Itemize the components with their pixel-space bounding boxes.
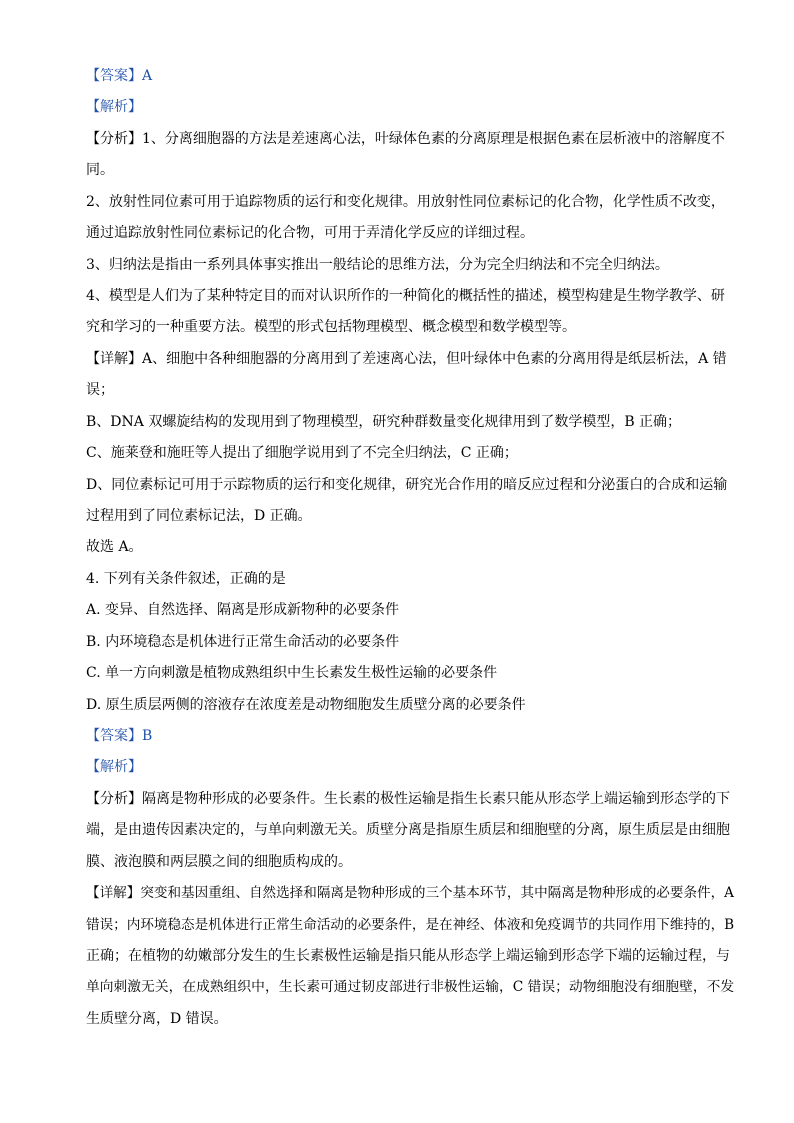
text-line: 3、归纳法是指由一系列具体事实推出一般结论的思维方法，分为完全归纳法和不完全归纳法。 — [86, 257, 669, 273]
analysis-label: 【解析】 — [86, 99, 142, 115]
text-line: 膜、液泡膜和两层膜之间的细胞质构成的。 — [86, 854, 352, 870]
text-line: 故选 A。 — [86, 539, 143, 555]
text-line: 端，是由遗传因素决定的，与单向刺激无关。质壁分离是指原生质层和细胞壁的分离，原生质层是由细胞 — [86, 822, 730, 838]
option-a: A. 变异、自然选择、隔离是形成新物种的必要条件 — [86, 602, 400, 618]
text-line: B、DNA 双螺旋结构的发现用到了物理模型，研究种群数量变化规律用到了数学模型，B 正确； — [86, 414, 682, 430]
text-line: 通过追踪放射性同位素标记的化合物，可用于弄清化学反应的详细过程。 — [86, 225, 534, 241]
text-line: 究和学习的一种重要方法。模型的形式包括物理模型、概念模型和数学模型等。 — [86, 319, 576, 335]
answer-label: 【答案】A — [86, 68, 153, 84]
text-line: D、同位素标记可用于示踪物质的运行和变化规律，研究光合作用的暗反应过程和分泌蛋白的合成和运输 — [86, 477, 728, 493]
text-line: C、施莱登和施旺等人提出了细胞学说用到了不完全归纳法，C 正确； — [86, 445, 518, 461]
text-line: 2、放射性同位素可用于追踪物质的运行和变化规律。用放射性同位素标记的化合物，化学性质不改变， — [86, 194, 725, 210]
option-d: D. 原生质层两侧的溶液存在浓度差是动物细胞发生质壁分离的必要条件 — [86, 697, 526, 713]
option-c: C. 单一方向刺激是植物成熟组织中生长素发生极性运输的必要条件 — [86, 665, 498, 681]
text-line: 4、模型是人们为了某种特定目的而对认识所作的一种简化的概括性的描述，模型构建是生物学教学、研 — [86, 288, 725, 304]
text-line: 生质壁分离，D 错误。 — [86, 1011, 228, 1027]
option-b: B. 内环境稳态是机体进行正常生命活动的必要条件 — [86, 634, 400, 650]
question-stem: 4. 下列有关条件叙述，正确的是 — [86, 571, 286, 587]
text-line: 【分析】1、分离细胞器的方法是差速离心法，叶绿体色素的分离原理是根据色素在层析液中的溶解度不 — [86, 131, 725, 147]
text-line: 单向刺激无关，在成熟组织中，生长素可通过韧皮部进行非极性运输，C 错误；动物细胞没有细胞壁，不发 — [86, 979, 735, 995]
text-line: 错误；内环境稳态是机体进行正常生命活动的必要条件，是在神经、体液和免疫调节的共同作用下维持的，B — [86, 917, 735, 933]
text-line: 【分析】隔离是物种形成的必要条件。生长素的极性运输是指生长素只能从形态学上端运输到形态学的下 — [86, 791, 730, 807]
text-line: 过程用到了同位素标记法，D 正确。 — [86, 508, 312, 524]
text-line: 误； — [86, 382, 114, 398]
answer-label: 【答案】B — [86, 728, 153, 744]
analysis-label: 【解析】 — [86, 759, 142, 775]
text-line: 同。 — [86, 162, 114, 178]
text-line: 正确；在植物的幼嫩部分发生的生长素极性运输是指只能从形态学上端运输到形态学下端的运输过程，与 — [86, 948, 730, 964]
text-line: 【详解】A、细胞中各种细胞器的分离用到了差速离心法，但叶绿体中色素的分离用得是纸层析法，A 错 — [86, 351, 727, 367]
text-line: 【详解】突变和基因重组、自然选择和隔离是物种形成的三个基本环节，其中隔离是物种形成的必要条件，A — [86, 885, 734, 901]
